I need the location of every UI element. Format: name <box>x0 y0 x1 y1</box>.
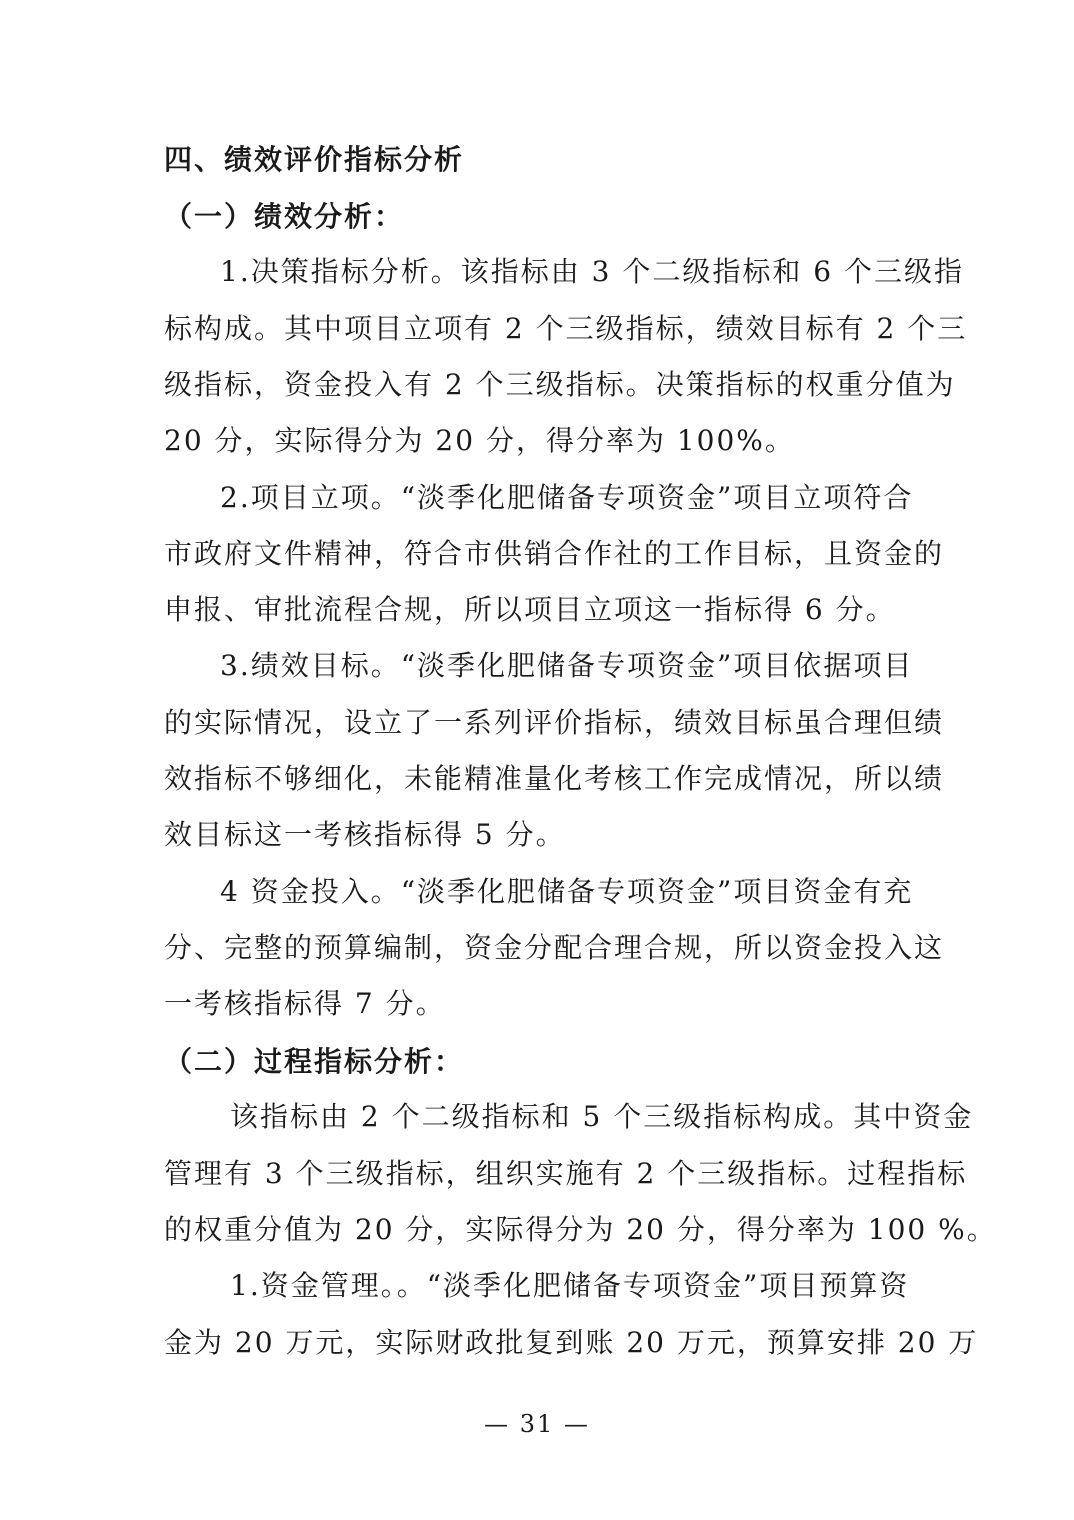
subsection-title-process: （二）过程指标分析： <box>164 1045 465 1078</box>
paragraph-line: 一考核指标得 7 分。 <box>164 987 446 1020</box>
paragraph-line: 的权重分值为 20 分，实际得分为 20 分，得分率为 100 %。 <box>164 1213 997 1246</box>
paragraph-line: 分、完整的预算编制，资金分配合理合规，所以资金投入这 <box>164 931 945 964</box>
paragraph-line: 1.资金管理。。“淡季化肥储备专项资金”项目预算资 <box>230 1269 910 1302</box>
paragraph-line: 级指标，资金投入有 2 个三级指标。决策指标的权重分值为 <box>164 368 956 401</box>
paragraph-line: 标构成。其中项目立项有 2 个三级指标，绩效目标有 2 个三 <box>164 312 968 345</box>
paragraph-line: 金为 20 万元，实际财政批复到账 20 万元，预算安排 20 万 <box>164 1326 979 1359</box>
paragraph-line: 申报、审批流程合规，所以项目立项这一指标得 6 分。 <box>164 593 896 626</box>
paragraph-line: 1.决策指标分析。该指标由 3 个二级指标和 6 个三级指 <box>220 255 964 288</box>
paragraph-line: 该指标由 2 个二级指标和 5 个三级指标构成。其中资金 <box>230 1100 974 1133</box>
paragraph-line: 效目标这一考核指标得 5 分。 <box>164 818 566 851</box>
subsection-title-performance: （一）绩效分析： <box>164 200 405 233</box>
section-title: 四、绩效评价指标分析 <box>164 143 465 176</box>
paragraph-line: 管理有 3 个三级指标，组织实施有 2 个三级指标。过程指标 <box>164 1157 968 1190</box>
paragraph-line: 2.项目立项。“淡季化肥储备专项资金”项目立项符合 <box>220 481 914 514</box>
paragraph-line: 的实际情况，设立了一系列评价指标，绩效目标虽合理但绩 <box>164 706 945 739</box>
paragraph-line: 20 分，实际得分为 20 分，得分率为 100%。 <box>164 424 795 457</box>
paragraph-line: 效指标不够细化，未能精准量化考核工作完成情况，所以绩 <box>164 762 945 795</box>
paragraph-line: 4 资金投入。“淡季化肥储备专项资金”项目资金有充 <box>220 875 914 908</box>
paragraph-line: 市政府文件精神，符合市供销合作社的工作目标，且资金的 <box>164 537 945 570</box>
page-number: — 31 — <box>484 1410 590 1438</box>
paragraph-line: 3.绩效目标。“淡季化肥储备专项资金”项目依据项目 <box>220 649 914 682</box>
